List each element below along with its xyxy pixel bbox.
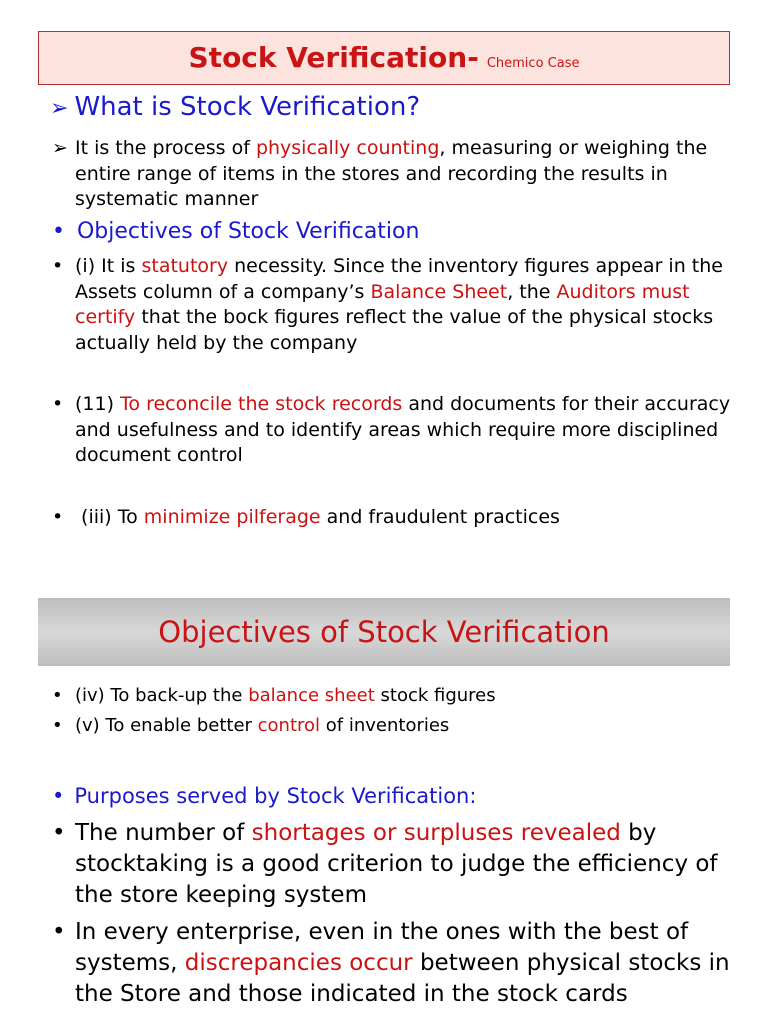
arrow-bullet-icon: ➢ xyxy=(52,137,68,159)
definition-text: It is the process of xyxy=(75,137,256,159)
highlight-shortages: shortages or surpluses revealed xyxy=(251,820,621,846)
definition-highlight: physically counting xyxy=(255,137,440,159)
objective-item-5: • (v) To enable better control of inventories xyxy=(52,715,450,736)
bullet-icon: • xyxy=(52,255,64,277)
definition-paragraph xyxy=(52,136,742,213)
slide1-title: Stock Verification- xyxy=(188,41,479,74)
purpose-item-2: • In every enterprise, even in the ones with the best of systems, discrepancies occur between physical stocks in the Store and those indicated in the stock cards xyxy=(52,919,730,1007)
bullet-icon: • xyxy=(52,685,63,706)
slide1-subtitle: Chemico Case xyxy=(486,56,580,71)
bullet-icon: • xyxy=(52,219,65,244)
highlight-discrepancies: discrepancies occur xyxy=(184,950,413,976)
objectives-heading-text: Objectives of Stock Verification xyxy=(76,219,420,244)
bullet-icon: • xyxy=(52,393,64,415)
objectives-heading xyxy=(52,219,419,244)
highlight-statutory: statutory xyxy=(141,255,229,277)
what-is-heading-text: What is Stock Verification? xyxy=(74,92,421,122)
bullet-icon: • xyxy=(52,506,64,528)
highlight-control: control xyxy=(257,715,321,736)
highlight-reconcile: To reconcile the stock records xyxy=(120,393,403,415)
definition-text-end: , measuring or weighing the entire range of items in the stores and recording the results in systematic manner xyxy=(75,137,708,210)
arrow-bullet-icon: ➢ xyxy=(50,96,69,121)
highlight-auditors: Auditors must certify xyxy=(75,280,690,328)
highlight-balance-sheet: Balance Sheet xyxy=(370,280,508,303)
objective-item-4: • (iv) To back-up the balance sheet stock figures xyxy=(52,685,496,706)
objective-item-2: • (11) To reconcile the stock records and documents for their accuracy and usefulness and to identify areas which require more disciplined document control xyxy=(52,393,731,466)
purposes-heading-text: Purposes served by Stock Verification: xyxy=(74,784,477,808)
slide2-title: Objectives of Stock Verification xyxy=(38,598,730,666)
highlight-pilferage: minimize pilferage xyxy=(143,506,321,528)
slide1-title-bar xyxy=(38,31,730,85)
bullet-icon: • xyxy=(52,715,63,736)
objective-item-3: • (iii) To minimize pilferage and fraudulent practices xyxy=(52,505,742,531)
what-is-heading xyxy=(50,92,420,122)
purpose-item-1: • The number of shortages or surpluses revealed by stocktaking is a good criterion to judge the efficiency of the store keeping system xyxy=(52,820,718,908)
highlight-balance-sheet-2: balance sheet xyxy=(248,685,375,706)
objective-item-1: • (i) It is statutory necessity. Since the inventory figures appear in the Assets column of a company’s Balance Sheet, the Auditors must certify that the bock figures reflect the value of the physical stocks actually held by the company xyxy=(52,255,723,354)
bullet-icon: • xyxy=(52,820,66,846)
purposes-heading xyxy=(52,784,476,808)
bullet-icon: • xyxy=(52,919,66,945)
bullet-icon: • xyxy=(52,784,65,808)
